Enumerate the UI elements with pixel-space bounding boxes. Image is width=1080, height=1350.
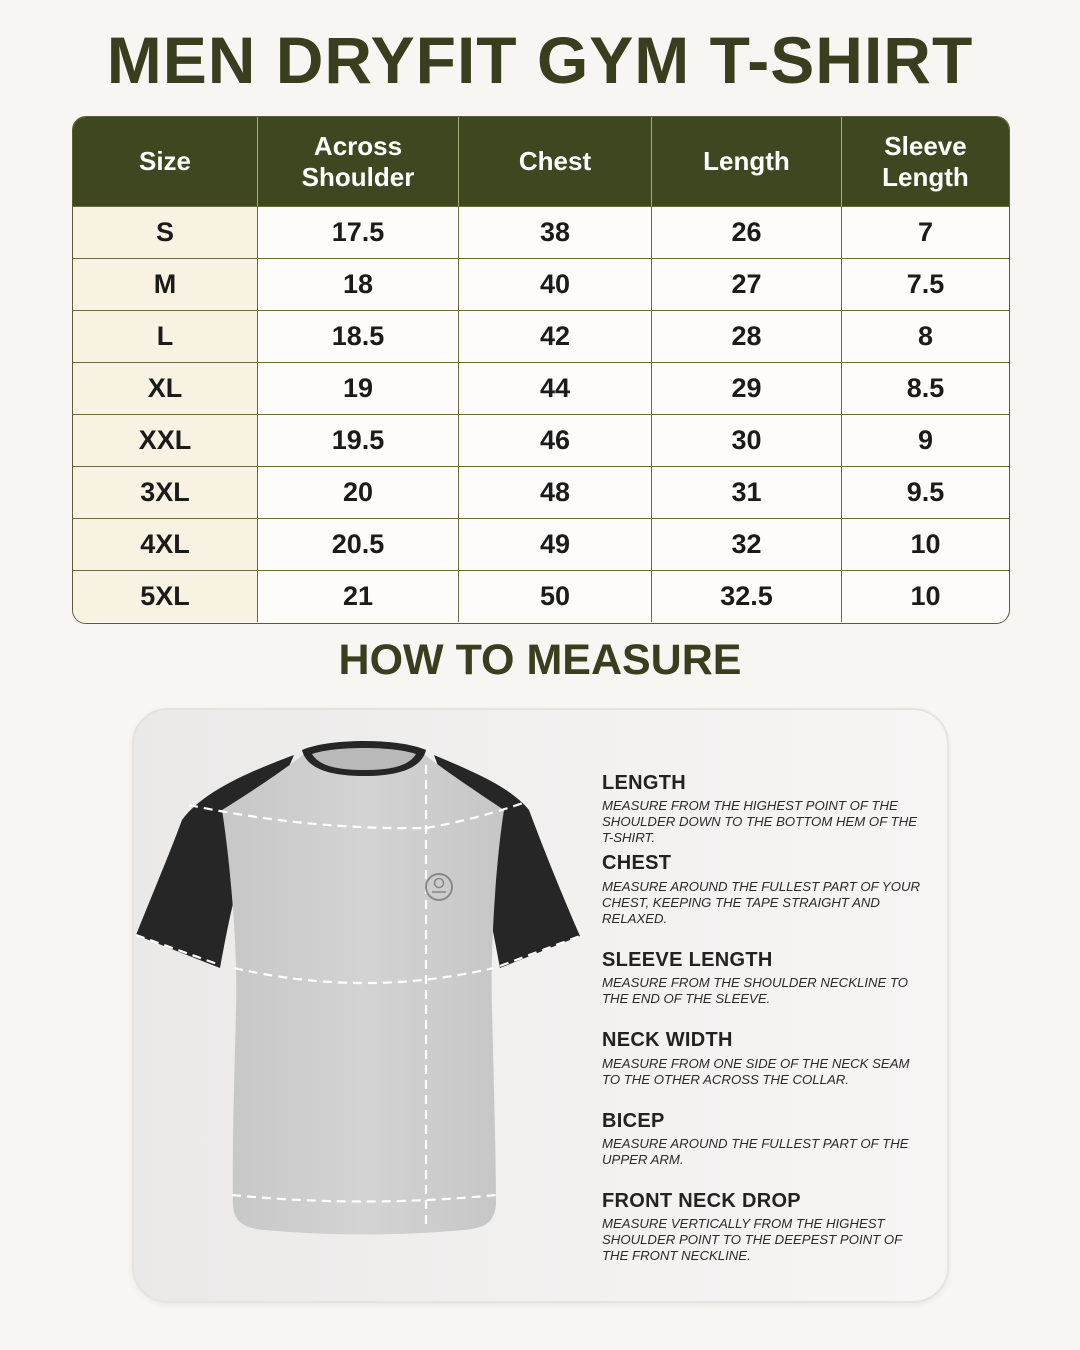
size-cell: XXL xyxy=(73,415,257,466)
measurement-cell: 17.5 xyxy=(257,207,458,258)
header-across-shoulder-label: Across Shoulder xyxy=(301,130,415,192)
measurement-cell: 7.5 xyxy=(841,259,1009,310)
table-body xyxy=(73,206,1009,622)
measurement-cell: 38 xyxy=(458,207,651,258)
table-header-row xyxy=(73,117,1009,206)
measurement-cell: 42 xyxy=(458,311,651,362)
size-cell: XL xyxy=(73,363,257,414)
measurement-cell: 8.5 xyxy=(841,363,1009,414)
header-sleeve-length xyxy=(841,117,1009,206)
size-cell: L xyxy=(73,311,257,362)
instruction-title: FRONT NECK DROP xyxy=(602,1190,801,1212)
measurement-cell: 44 xyxy=(458,363,651,414)
header-size: Size xyxy=(138,146,192,176)
header-across-shoulder xyxy=(257,117,458,206)
measurement-cell: 21 xyxy=(257,571,458,622)
measurement-cell: 32.5 xyxy=(651,571,841,622)
measurement-cell: 30 xyxy=(651,415,841,466)
instruction-title: SLEEVE LENGTH xyxy=(602,949,773,971)
measurement-cell: 10 xyxy=(841,519,1009,570)
header-length: Length xyxy=(651,117,841,206)
table-row xyxy=(73,466,1009,518)
measurement-cell: 9 xyxy=(841,415,1009,466)
measurement-cell: 46 xyxy=(458,415,651,466)
table-row xyxy=(73,414,1009,466)
instruction-title: LENGTH xyxy=(602,772,687,794)
measurement-cell: 29 xyxy=(651,363,841,414)
measurement-cell: 20.5 xyxy=(257,519,458,570)
size-chart-table xyxy=(72,116,1010,624)
instruction-description: MEASURE VERTICALLY FROM THE HIGHEST SHOULDER POINT TO THE DEEPEST POINT OF THE FRONT NECKLINE. xyxy=(602,1216,902,1263)
measurement-cell: 18 xyxy=(257,259,458,310)
measurement-cell: 19 xyxy=(257,363,458,414)
header-chest: Chest xyxy=(458,117,651,206)
table-row xyxy=(73,206,1009,258)
table-row xyxy=(73,570,1009,622)
instruction-title: CHEST xyxy=(602,852,672,874)
measurement-cell: 48 xyxy=(458,467,651,518)
measurement-cell: 10 xyxy=(841,571,1009,622)
measurement-cell: 20 xyxy=(257,467,458,518)
page-title: MEN DRYFIT GYM T-SHIRT xyxy=(106,23,974,97)
measurement-cell: 31 xyxy=(651,467,841,518)
size-cell: M xyxy=(73,259,257,310)
size-cell: 4XL xyxy=(73,519,257,570)
instruction-description: MEASURE AROUND THE FULLEST PART OF THE UPPER ARM. xyxy=(602,1136,909,1167)
measurement-cell: 9.5 xyxy=(841,467,1009,518)
size-cell: 3XL xyxy=(73,467,257,518)
instruction-title: NECK WIDTH xyxy=(602,1029,733,1051)
measurement-cell: 40 xyxy=(458,259,651,310)
measurement-cell: 49 xyxy=(458,519,651,570)
measurement-cell: 7 xyxy=(841,207,1009,258)
measurement-cell: 26 xyxy=(651,207,841,258)
measurement-cell: 50 xyxy=(458,571,651,622)
table-row xyxy=(73,518,1009,570)
tshirt-body xyxy=(222,754,504,1235)
header-sleeve-length-label: Sleeve Length xyxy=(882,130,969,192)
instruction-description: MEASURE AROUND THE FULLEST PART OF YOUR CHEST, KEEPING THE TAPE STRAIGHT AND RELAXED. xyxy=(602,879,921,926)
table-row xyxy=(73,362,1009,414)
instruction-title: BICEP xyxy=(602,1110,665,1132)
measurement-cell: 28 xyxy=(651,311,841,362)
measurement-cell: 8 xyxy=(841,311,1009,362)
instruction-description: MEASURE FROM THE SHOULDER NECKLINE TO THE END OF THE SLEEVE. xyxy=(602,975,909,1006)
measurement-cell: 32 xyxy=(651,519,841,570)
measurement-cell: 18.5 xyxy=(257,311,458,362)
table-row xyxy=(73,310,1009,362)
instruction-description: MEASURE FROM ONE SIDE OF THE NECK SEAM TO THE OTHER ACROSS THE COLLAR. xyxy=(602,1056,910,1087)
size-cell: 5XL xyxy=(73,571,257,622)
measurement-cell: 19.5 xyxy=(257,415,458,466)
instruction-description: MEASURE FROM THE HIGHEST POINT OF THE SHOULDER DOWN TO THE BOTTOM HEM OF THE T-SHIRT. xyxy=(602,798,918,845)
measurement-cell: 27 xyxy=(651,259,841,310)
how-to-measure-title: HOW TO MEASURE xyxy=(338,636,742,684)
size-cell: S xyxy=(73,207,257,258)
measure-panel xyxy=(132,708,949,1303)
table-row xyxy=(73,258,1009,310)
